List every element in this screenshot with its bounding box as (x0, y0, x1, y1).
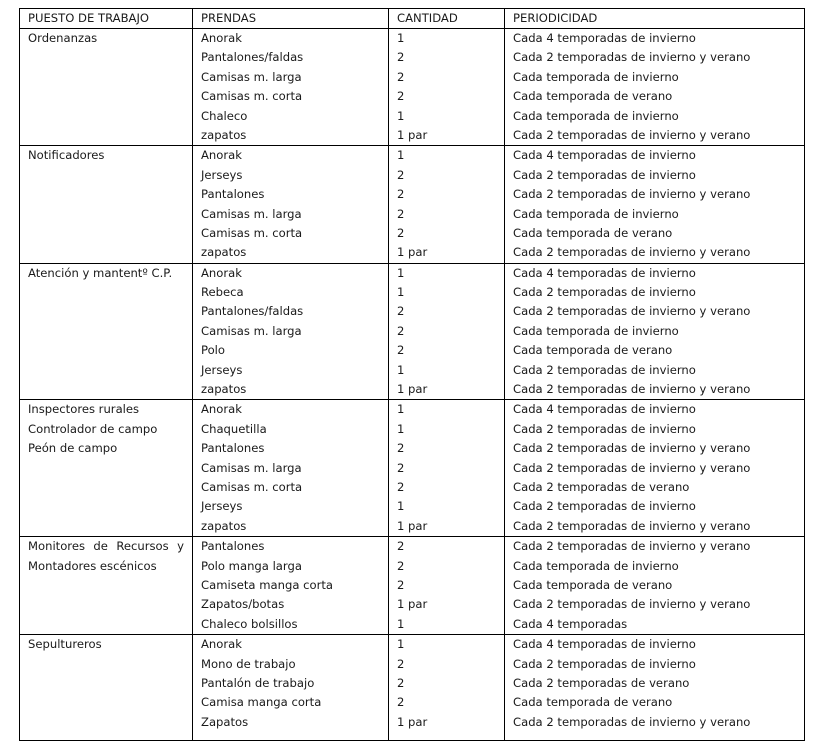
prenda-label: Anorak (201, 637, 242, 652)
prenda-label: Anorak (201, 402, 242, 417)
periodicidad-value: Cada 2 temporadas de invierno y verano (513, 187, 751, 202)
table-body (20, 29, 805, 741)
prenda-label: Pantalón de trabajo (201, 675, 315, 690)
periodicidad-value: Cada 2 temporadas de invierno (513, 167, 696, 182)
cantidad-value: 1 (397, 362, 405, 377)
periodicidad-cell (505, 263, 805, 400)
periodicidad-value: Cada temporada de invierno (513, 206, 679, 221)
cantidad-value: 2 (397, 187, 405, 202)
periodicidad-value: Cada 2 temporadas de invierno (513, 656, 696, 671)
periodicidad-value: Cada 2 temporadas de verano (513, 479, 690, 494)
table-header (20, 9, 805, 29)
cantidad-value: 1 par (397, 127, 428, 142)
puesto-label: Atención y mantentº C.P. (28, 265, 173, 280)
cantidad-value: 1 (397, 616, 405, 631)
puesto-label: Sepultureros (28, 637, 102, 652)
puesto-label: Notificadores (28, 148, 105, 163)
cantidad-value: 1 (397, 265, 405, 280)
prenda-label: Polo manga larga (201, 558, 302, 573)
periodicidad-value: Cada temporada de invierno (513, 108, 679, 123)
periodicidad-value: Cada temporada de verano (513, 225, 673, 240)
cantidad-value: 2 (397, 89, 405, 104)
periodicidad-value: Cada 2 temporadas de invierno y verano (513, 714, 751, 729)
cantidad-value: 1 (397, 148, 405, 163)
prendas-cell (193, 537, 389, 635)
periodicidad-value: Cada 2 temporadas de invierno (513, 362, 696, 377)
table-row (20, 146, 805, 263)
prendas-cell (193, 635, 389, 741)
puesto-cell (20, 263, 193, 400)
prenda-label: zapatos (201, 518, 247, 533)
prenda-label: zapatos (201, 382, 247, 397)
periodicidad-cell (505, 29, 805, 146)
puesto-label: Peón de campo (28, 441, 118, 456)
table-row (20, 29, 805, 146)
prendas-cell (193, 29, 389, 146)
periodicidad-value: Cada 4 temporadas de invierno (513, 402, 696, 417)
periodicidad-value: Cada temporada de verano (513, 89, 673, 104)
header-puesto: PUESTO DE TRABAJO (20, 9, 193, 29)
cantidad-value: 1 (397, 499, 405, 514)
prenda-label: Jerseys (201, 362, 243, 377)
periodicidad-value: Cada 2 temporadas de invierno y verano (513, 597, 751, 612)
periodicidad-value: Cada 2 temporadas de invierno y verano (513, 539, 751, 554)
periodicidad-value: Cada 2 temporadas de invierno y verano (513, 460, 751, 475)
periodicidad-value: Cada 2 temporadas de invierno y verano (513, 127, 751, 142)
puesto-cell (20, 400, 193, 537)
table-row (20, 635, 805, 741)
prenda-label: Camiseta manga corta (201, 577, 334, 592)
periodicidad-cell (505, 146, 805, 263)
periodicidad-value: Cada 4 temporadas de invierno (513, 637, 696, 652)
periodicidad-value: Cada 2 temporadas de invierno (513, 421, 696, 436)
puesto-cell (20, 537, 193, 635)
periodicidad-value: Cada temporada de verano (513, 343, 673, 358)
cell-padding (28, 655, 184, 663)
prenda-label: Pantalones/faldas (201, 304, 304, 319)
cantidad-value: 2 (397, 441, 405, 456)
prenda-label: Anorak (201, 31, 242, 45)
header-cantidad: CANTIDAD (389, 9, 505, 29)
prenda-label: Zapatos/botas (201, 597, 285, 612)
prenda-label: Camisa manga corta (201, 695, 322, 710)
prenda-label: Zapatos (201, 714, 249, 729)
periodicidad-value: Cada temporada de verano (513, 695, 673, 710)
prenda-label: Camisas m. larga (201, 460, 302, 475)
periodicidad-value: Cada temporada de invierno (513, 558, 679, 573)
prenda-label: Anorak (201, 265, 242, 280)
prenda-label: Pantalones (201, 539, 265, 554)
periodicidad-value: Cada 2 temporadas de invierno y verano (513, 441, 751, 456)
cell-padding (513, 732, 796, 740)
cantidad-value: 1 (397, 108, 405, 123)
cantidad-value: 2 (397, 167, 405, 182)
periodicidad-value: Cada 4 temporadas de invierno (513, 31, 696, 45)
cantidad-value: 2 (397, 343, 405, 358)
cantidad-cell (389, 537, 505, 635)
cantidad-value: 1 (397, 402, 405, 417)
cantidad-value: 2 (397, 50, 405, 65)
puesto-cell (20, 29, 193, 146)
periodicidad-value: Cada 2 temporadas de invierno y verano (513, 518, 751, 533)
cantidad-cell (389, 400, 505, 537)
cantidad-value: 1 (397, 637, 405, 652)
periodicidad-cell (505, 537, 805, 635)
puesto-cell (20, 635, 193, 741)
prenda-label: Camisas m. larga (201, 69, 302, 84)
periodicidad-value: Cada temporada de verano (513, 577, 673, 592)
cantidad-value: 2 (397, 558, 405, 573)
header-prendas: PRENDAS (193, 9, 389, 29)
periodicidad-cell (505, 635, 805, 741)
cantidad-value: 1 (397, 421, 405, 436)
cantidad-value: 1 (397, 285, 405, 300)
prendas-cell (193, 146, 389, 263)
cantidad-cell (389, 146, 505, 263)
cantidad-value: 2 (397, 460, 405, 475)
cantidad-value: 2 (397, 206, 405, 221)
periodicidad-value: Cada 2 temporadas de invierno y verano (513, 304, 751, 319)
table-row (20, 537, 805, 635)
periodicidad-value: Cada 4 temporadas de invierno (513, 265, 696, 280)
prenda-label: Chaleco bolsillos (201, 616, 298, 631)
puesto-label: Montadores escénicos (28, 558, 157, 573)
table-row (20, 263, 805, 400)
cell-padding (201, 732, 380, 740)
periodicidad-value: Cada 4 temporadas (513, 616, 628, 631)
cantidad-value: 2 (397, 656, 405, 671)
prenda-label: zapatos (201, 127, 247, 142)
cantidad-value: 2 (397, 695, 405, 710)
periodicidad-value: Cada temporada de invierno (513, 323, 679, 338)
cantidad-value: 1 par (397, 245, 428, 260)
periodicidad-value: Cada 4 temporadas de invierno (513, 148, 696, 163)
prenda-label: Chaquetilla (201, 421, 267, 436)
uniform-table (19, 8, 805, 741)
cantidad-value: 2 (397, 479, 405, 494)
prenda-label: Jerseys (201, 499, 243, 514)
periodicidad-value: Cada 2 temporadas de invierno (513, 499, 696, 514)
cantidad-value: 2 (397, 577, 405, 592)
header-periodicidad: PERIODICIDAD (505, 9, 805, 29)
prenda-label: Camisas m. larga (201, 323, 302, 338)
prenda-label: Camisas m. corta (201, 225, 303, 240)
prenda-label: Pantalones (201, 187, 265, 202)
periodicidad-cell (505, 400, 805, 537)
cantidad-value: 2 (397, 69, 405, 84)
cantidad-value: 1 (397, 31, 405, 45)
prenda-label: Jerseys (201, 167, 243, 182)
prendas-cell (193, 263, 389, 400)
prenda-label: Mono de trabajo (201, 656, 296, 671)
periodicidad-value: Cada 2 temporadas de invierno y verano (513, 50, 751, 65)
cantidad-value: 2 (397, 675, 405, 690)
periodicidad-value: Cada temporada de invierno (513, 69, 679, 84)
cantidad-cell (389, 635, 505, 741)
periodicidad-value: Cada 2 temporadas de invierno y verano (513, 382, 751, 397)
prenda-label: Polo (201, 343, 225, 358)
prenda-label: Pantalones/faldas (201, 50, 304, 65)
puesto-label: Ordenanzas (28, 31, 98, 45)
prendas-cell (193, 400, 389, 537)
cantidad-value: 1 par (397, 597, 428, 612)
periodicidad-value: Cada 2 temporadas de invierno (513, 285, 696, 300)
header-row (20, 9, 805, 29)
cantidad-value: 2 (397, 304, 405, 319)
periodicidad-value: Cada 2 temporadas de verano (513, 675, 690, 690)
cantidad-value: 1 par (397, 518, 428, 533)
puesto-label: Controlador de campo (28, 421, 158, 436)
cell-padding (397, 732, 496, 740)
cantidad-cell (389, 29, 505, 146)
prenda-label: Camisas m. larga (201, 206, 302, 221)
prenda-label: Chaleco (201, 108, 248, 123)
puesto-label: Inspectores rurales (28, 402, 140, 417)
periodicidad-value: Cada 2 temporadas de invierno y verano (513, 245, 751, 260)
prenda-label: Camisas m. corta (201, 479, 303, 494)
cantidad-cell (389, 263, 505, 400)
table-row (20, 400, 805, 537)
cantidad-value: 2 (397, 323, 405, 338)
cantidad-value: 2 (397, 225, 405, 240)
prenda-label: Rebeca (201, 285, 244, 300)
prenda-label: Camisas m. corta (201, 89, 303, 104)
prenda-label: Pantalones (201, 441, 265, 456)
puesto-label: Monitores de Recursos y (28, 539, 184, 554)
prenda-label: Anorak (201, 148, 242, 163)
cantidad-value: 1 par (397, 714, 428, 729)
prenda-label: zapatos (201, 245, 247, 260)
cantidad-value: 2 (397, 539, 405, 554)
puesto-cell (20, 146, 193, 263)
cantidad-value: 1 par (397, 382, 428, 397)
